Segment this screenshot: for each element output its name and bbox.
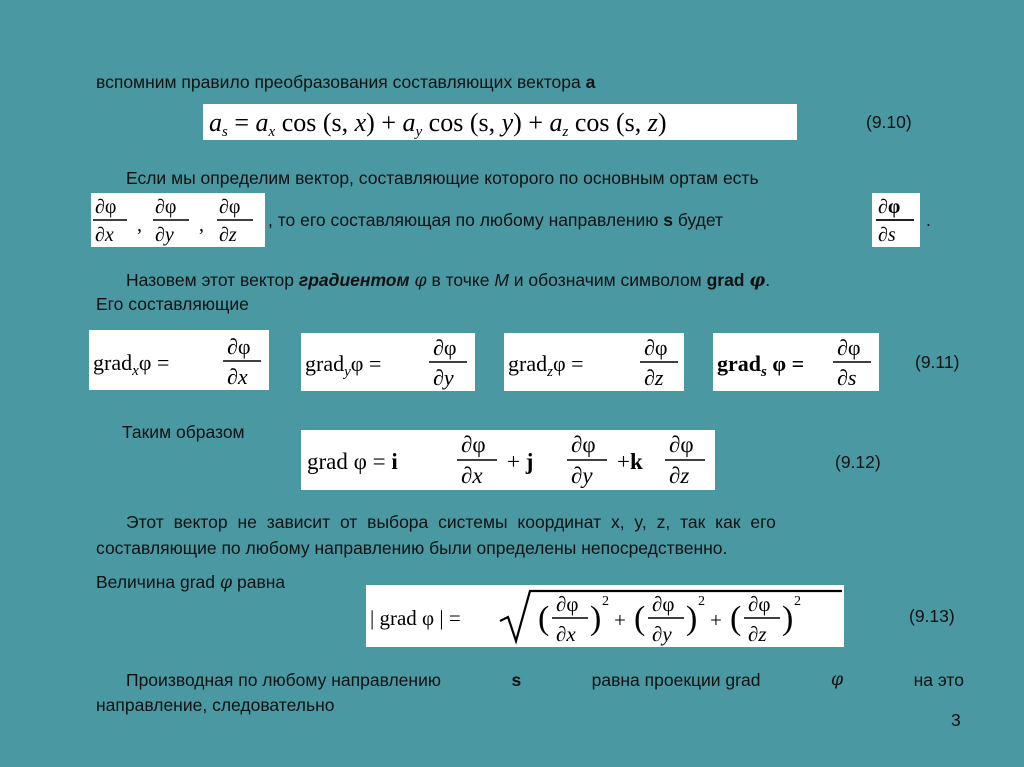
- equation-grad-x: [89, 330, 269, 390]
- svg-text:2: 2: [698, 594, 705, 609]
- para4-line2: составляющие по любому направлению были определены непосредственно.: [96, 538, 728, 558]
- svg-text:∂φ: ∂φ: [155, 196, 177, 218]
- grad-z-formula: [504, 333, 684, 391]
- direction-s-label: s: [663, 210, 673, 230]
- para3-line2: Его составляющие: [96, 294, 249, 314]
- svg-text:(: (: [538, 600, 550, 637]
- svg-text:∂y: ∂y: [652, 622, 672, 646]
- para5-line2: направление, следовательно: [96, 695, 335, 715]
- equation-9-13: [366, 585, 844, 647]
- svg-text:+: +: [614, 608, 626, 632]
- point-M: М: [494, 270, 509, 290]
- svg-text:as = ax cos (s, x) + ay cos (s: as = ax cos (s, x) + ay cos (s, y) + az cos (s, z): [209, 108, 667, 140]
- svg-text:∂x: ∂x: [227, 364, 248, 389]
- equation-grad-s: [713, 333, 879, 391]
- svg-text:2: 2: [794, 594, 801, 609]
- equation-9-10-formula: [203, 104, 797, 140]
- svg-text:∂φ: ∂φ: [571, 432, 596, 457]
- equation-9-12: [301, 430, 715, 490]
- svg-text:∂φ: ∂φ: [95, 196, 117, 218]
- svg-text:∂s: ∂s: [878, 224, 896, 246]
- svg-text:,: ,: [137, 214, 142, 236]
- svg-text:∂y: ∂y: [571, 463, 593, 488]
- velichina-line: [96, 570, 285, 595]
- phi-symbol: φ: [414, 271, 427, 291]
- page-number: 3: [951, 710, 961, 730]
- para2-line2: [268, 208, 723, 232]
- para3-dot: .: [765, 270, 771, 290]
- para5-part-b: равна проекции grad: [591, 670, 761, 690]
- svg-text:): ): [686, 600, 698, 637]
- svg-text:∂x: ∂x: [95, 224, 114, 246]
- svg-text:∂φ: ∂φ: [644, 335, 668, 360]
- svg-text:∂s: ∂s: [837, 365, 857, 390]
- para3-pre: Назовем этот вектор: [126, 270, 299, 290]
- grad-s-formula: [713, 333, 879, 391]
- phi-symbol-3: φ: [219, 573, 233, 593]
- para4-line1: Этот вектор не зависит от выбора системы координат x, y, z, так как его: [126, 512, 776, 532]
- para2-line1: Если мы определим вектор, составляющие которого по основным ортам есть: [126, 168, 759, 188]
- svg-text:+k: +k: [617, 449, 643, 474]
- intro-line: [96, 70, 595, 94]
- svg-text:∂x: ∂x: [461, 463, 483, 488]
- partial-derivatives-list: [91, 193, 265, 247]
- derivative-ds-formula: [872, 193, 920, 247]
- intro-text: вспомним правило преобразования составляющих вектора: [96, 72, 586, 92]
- svg-text:∂z: ∂z: [669, 463, 690, 488]
- svg-text:grads φ =: grad$_s$ φ =: [717, 351, 805, 380]
- svg-text:∂y: ∂y: [433, 365, 454, 390]
- grad-symbol: grad: [706, 270, 745, 290]
- svg-text:gradzφ =: grad$_z$φ =: [508, 351, 584, 380]
- svg-text:): ): [782, 600, 794, 637]
- svg-text:+: +: [710, 608, 722, 632]
- equation-number-9-13: (9.13): [909, 606, 955, 626]
- partial-derivatives-formula: [91, 193, 265, 247]
- svg-text:): ): [590, 600, 602, 637]
- phi-symbol-4: φ: [830, 670, 844, 690]
- grad-x-formula: [89, 330, 269, 390]
- svg-text:∂z: ∂z: [219, 224, 237, 246]
- velichina-pre: Величина grad: [96, 572, 215, 592]
- equation-grad-y: [301, 333, 475, 391]
- svg-text:(: (: [730, 600, 742, 637]
- svg-text:∂x: ∂x: [556, 622, 576, 646]
- svg-text:2: 2: [602, 594, 609, 609]
- svg-text:∂φ: ∂φ: [433, 335, 457, 360]
- svg-text:gradxφ =: grad$_x$φ =: [93, 350, 170, 379]
- para2-mid-text: , то его составляющая по любому направлению: [268, 210, 664, 230]
- para3-line1: [126, 268, 770, 293]
- svg-text:(: (: [634, 600, 646, 637]
- equation-number-9-12: (9.12): [835, 452, 881, 472]
- para5-part-a: Производная по любому направлению: [126, 670, 441, 690]
- svg-text:∂φ: ∂φ: [669, 432, 694, 457]
- phi-symbol-2: φ: [749, 271, 766, 291]
- para2-end-text: будет: [672, 210, 724, 230]
- para5-part-c: на это: [913, 670, 964, 690]
- para2-dot: .: [926, 210, 931, 230]
- svg-text:∂φ: ∂φ: [556, 592, 579, 616]
- svg-text:∂z: ∂z: [748, 622, 767, 646]
- svg-text:∂z: ∂z: [644, 365, 664, 390]
- svg-text:∂φ: ∂φ: [837, 335, 861, 360]
- svg-text:grad φ = i: grad φ = i: [307, 449, 398, 474]
- takim-obrazom: Таким образом: [122, 422, 245, 442]
- vector-a-label: a: [585, 72, 596, 92]
- para3-mid: в точке: [426, 270, 495, 290]
- equation-9-13-formula: [366, 585, 844, 647]
- equation-grad-z: [504, 333, 684, 391]
- para3-post: и обозначим символом: [508, 270, 707, 290]
- equation-number-9-11: (9.11): [915, 352, 960, 372]
- equation-number-9-10: (9.10): [866, 112, 912, 132]
- svg-text:∂φ: ∂φ: [652, 592, 675, 616]
- para5-line1: [126, 668, 964, 692]
- svg-text:∂φ: ∂φ: [219, 196, 241, 218]
- grad-y-formula: [301, 333, 475, 391]
- svg-text:,: ,: [199, 214, 204, 236]
- gradient-term: градиентом: [298, 270, 410, 290]
- derivative-ds: [872, 193, 920, 247]
- svg-text:+ j: + j: [507, 449, 534, 474]
- svg-text:∂φ: ∂φ: [748, 592, 771, 616]
- velichina-post: равна: [232, 572, 286, 592]
- svg-text:∂φ: ∂φ: [878, 196, 901, 218]
- svg-text:| grad φ | =: | grad φ | =: [370, 606, 461, 630]
- equation-9-12-formula: [301, 430, 715, 490]
- equation-9-10: [203, 104, 797, 140]
- svg-text:∂φ: ∂φ: [227, 334, 251, 359]
- svg-text:∂y: ∂y: [155, 224, 174, 246]
- svg-text:∂φ: ∂φ: [461, 432, 486, 457]
- svg-text:gradyφ =: grad$_y$φ =: [305, 351, 382, 380]
- direction-s-label-2: s: [511, 670, 522, 690]
